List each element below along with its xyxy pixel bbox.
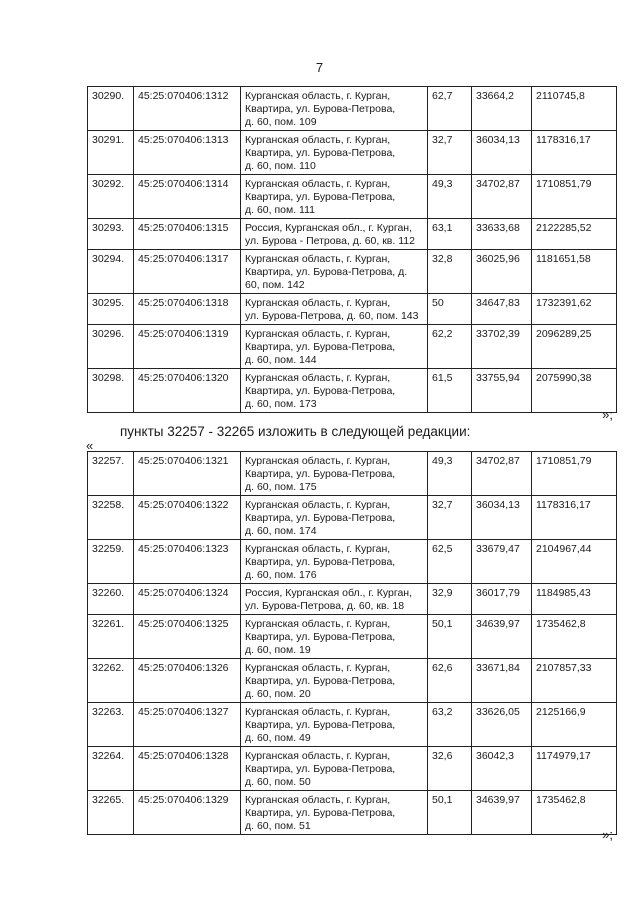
cadastral-number: 45:25:070406:1327 [134,703,241,747]
price-per-sqm: 33664,2 [472,87,532,131]
cadastral-number: 45:25:070406:1313 [134,131,241,175]
address-line: Квартира, ул. Бурова-Петрова, [245,191,396,203]
address-line: Квартира, ул. Бурова-Петрова, [245,556,396,568]
price-per-sqm: 33702,39 [472,325,532,369]
address-line: д. 60, пом. 49 [245,732,311,744]
table-row [88,540,617,584]
total-value: 1184985,43 [532,584,617,615]
address-cell [241,615,428,659]
item-number: 30290. [88,87,134,131]
page-number: 7 [315,60,324,75]
address-line: Курганская область, г. Курган, [245,328,391,340]
item-number: 30291. [88,131,134,175]
address-line: Курганская область, г. Курган, [245,297,391,309]
address-line: Квартира, ул. Бурова-Петрова, [245,512,396,524]
table-row [88,219,617,250]
table-row [88,659,617,703]
address-cell [241,791,428,835]
address-line: д. 60, пом. 144 [245,354,317,366]
price-per-sqm: 36034,13 [472,496,532,540]
table-row [88,452,617,496]
area: 49,3 [428,452,472,496]
total-value: 1710851,79 [532,452,617,496]
table-row [88,294,617,325]
table-row [88,584,617,615]
price-per-sqm: 33626,05 [472,703,532,747]
table-row [88,369,617,413]
price-per-sqm: 34639,97 [472,615,532,659]
area: 61,5 [428,369,472,413]
address-line: Курганская область, г. Курган, [245,455,391,467]
address-line: д. 60, пом. 174 [245,525,317,537]
cadastral-number: 45:25:070406:1322 [134,496,241,540]
address-line: ул. Бурова-Петрова, д. 60, пом. 143 [245,310,419,322]
area: 50 [428,294,472,325]
address-line: Квартира, ул. Бурова-Петрова, [245,763,396,775]
area: 32,8 [428,250,472,294]
address-cell [241,747,428,791]
address-line: д. 60, пом. 176 [245,569,317,581]
area: 62,5 [428,540,472,584]
total-value: 1710851,79 [532,175,617,219]
address-line: Квартира, ул. Бурова-Петрова, [245,468,396,480]
total-value: 2107857,33 [532,659,617,703]
cadastral-number: 45:25:070406:1323 [134,540,241,584]
address-line: д. 60, пом. 175 [245,481,317,493]
price-per-sqm: 36017,79 [472,584,532,615]
address-cell [241,294,428,325]
item-number: 30296. [88,325,134,369]
address-line: Курганская область, г. Курган, [245,794,391,806]
address-cell [241,369,428,413]
address-line: Квартира, ул. Бурова-Петрова, [245,675,396,687]
property-table-2 [87,451,617,835]
table-row [88,131,617,175]
address-cell [241,325,428,369]
address-line: д. 60, пом. 20 [245,688,311,700]
address-line: Россия, Курганская обл., г. Курган, [245,587,412,599]
address-line: Квартира, ул. Бурова-Петрова, [245,103,396,115]
address-line: ул. Бурова-Петрова, д. 60, кв. 18 [245,600,405,612]
price-per-sqm: 34702,87 [472,452,532,496]
area: 49,3 [428,175,472,219]
area: 32,7 [428,496,472,540]
item-number: 32261. [88,615,134,659]
item-number: 32264. [88,747,134,791]
item-number: 32260. [88,584,134,615]
address-line: д. 60, пом. 110 [245,160,316,172]
item-number: 30293. [88,219,134,250]
table-row [88,615,617,659]
address-line: ул. Бурова - Петрова, д. 60, кв. 112 [245,235,415,247]
address-line: Квартира, ул. Бурова-Петрова, [245,807,396,819]
address-line: Квартира, ул. Бурова-Петрова, д. [245,266,408,278]
address-line: 60, пом. 142 [245,279,305,291]
address-line: Курганская область, г. Курган, [245,543,391,555]
address-line: Курганская область, г. Курган, [245,134,391,146]
total-value: 2104967,44 [532,540,617,584]
cadastral-number: 45:25:070406:1318 [134,294,241,325]
address-line: д. 60, пом. 111 [245,204,316,216]
total-value: 1735462,8 [532,791,617,835]
item-number: 30294. [88,250,134,294]
cadastral-number: 45:25:070406:1324 [134,584,241,615]
address-line: Квартира, ул. Бурова-Петрова, [245,341,396,353]
cadastral-number: 45:25:070406:1329 [134,791,241,835]
address-line: Квартира, ул. Бурова-Петрова, [245,719,396,731]
opening-quote: « [86,438,94,453]
total-value: 2096289,25 [532,325,617,369]
area: 32,6 [428,747,472,791]
cadastral-number: 45:25:070406:1315 [134,219,241,250]
price-per-sqm: 34647,83 [472,294,532,325]
area: 63,1 [428,219,472,250]
price-per-sqm: 33679,47 [472,540,532,584]
address-line: Россия, Курганская обл., г. Курган, [245,222,412,234]
address-line: Курганская область, г. Курган, [245,253,391,265]
address-line: д. 60, пом. 19 [245,644,311,656]
total-value: 2110745,8 [532,87,617,131]
price-per-sqm: 33633,68 [472,219,532,250]
price-per-sqm: 34639,97 [472,791,532,835]
address-line: Курганская область, г. Курган, [245,662,391,674]
price-per-sqm: 33755,94 [472,369,532,413]
address-cell [241,175,428,219]
address-line: Курганская область, г. Курган, [245,499,391,511]
address-cell [241,540,428,584]
area: 62,7 [428,87,472,131]
address-line: Квартира, ул. Бурова-Петрова, [245,147,396,159]
address-line: Курганская область, г. Курган, [245,372,391,384]
address-line: Квартира, ул. Бурова-Петрова, [245,385,396,397]
address-line: Курганская область, г. Курган, [245,618,391,630]
table-row [88,87,617,131]
item-number: 30295. [88,294,134,325]
total-value: 1174979,17 [532,747,617,791]
total-value: 1178316,17 [532,131,617,175]
area: 50,1 [428,791,472,835]
address-cell [241,496,428,540]
table-row [88,747,617,791]
cadastral-number: 45:25:070406:1326 [134,659,241,703]
total-value: 1181651,58 [532,250,617,294]
area: 63,2 [428,703,472,747]
address-line: Квартира, ул. Бурова-Петрова, [245,631,396,643]
cadastral-number: 45:25:070406:1320 [134,369,241,413]
item-number: 30292. [88,175,134,219]
table-row [88,325,617,369]
total-value: 2075990,38 [532,369,617,413]
address-line: Курганская область, г. Курган, [245,90,391,102]
total-value: 1178316,17 [532,496,617,540]
property-table-1 [87,86,617,413]
total-value: 1735462,8 [532,615,617,659]
area: 32,7 [428,131,472,175]
cadastral-number: 45:25:070406:1321 [134,452,241,496]
address-cell [241,250,428,294]
item-number: 32263. [88,703,134,747]
price-per-sqm: 36034,13 [472,131,532,175]
area: 50,1 [428,615,472,659]
total-value: 1732391,62 [532,294,617,325]
item-number: 32259. [88,540,134,584]
price-per-sqm: 33671,84 [472,659,532,703]
cadastral-number: 45:25:070406:1317 [134,250,241,294]
address-line: д. 60, пом. 173 [245,398,317,410]
address-cell [241,584,428,615]
address-line: д. 60, пом. 109 [245,116,317,128]
cadastral-number: 45:25:070406:1328 [134,747,241,791]
item-number: 30298. [88,369,134,413]
area: 62,2 [428,325,472,369]
address-cell [241,131,428,175]
item-number: 32262. [88,659,134,703]
area: 32,9 [428,584,472,615]
address-line: Курганская область, г. Курган, [245,750,391,762]
address-line: Курганская область, г. Курган, [245,706,391,718]
address-line: д. 60, пом. 51 [245,820,311,832]
price-per-sqm: 36042,3 [472,747,532,791]
closing-quote: »; [602,407,613,422]
cadastral-number: 45:25:070406:1319 [134,325,241,369]
cadastral-number: 45:25:070406:1314 [134,175,241,219]
address-cell [241,219,428,250]
address-line: Курганская область, г. Курган, [245,178,391,190]
table-row [88,496,617,540]
table-row [88,175,617,219]
item-number: 32257. [88,452,134,496]
price-per-sqm: 36025,96 [472,250,532,294]
table-row [88,703,617,747]
item-number: 32265. [88,791,134,835]
area: 62,6 [428,659,472,703]
address-cell [241,452,428,496]
cadastral-number: 45:25:070406:1312 [134,87,241,131]
total-value: 2125166,9 [532,703,617,747]
address-line: д. 60, пом. 50 [245,776,311,788]
total-value: 2122285,52 [532,219,617,250]
table-row [88,791,617,835]
item-number: 32258. [88,496,134,540]
price-per-sqm: 34702,87 [472,175,532,219]
table-row [88,250,617,294]
closing-quote: »; [602,827,613,842]
cadastral-number: 45:25:070406:1325 [134,615,241,659]
address-cell [241,659,428,703]
amendment-instruction: пункты 32257 - 32265 изложить в следующей редакции: [120,424,471,439]
address-cell [241,703,428,747]
address-cell [241,87,428,131]
